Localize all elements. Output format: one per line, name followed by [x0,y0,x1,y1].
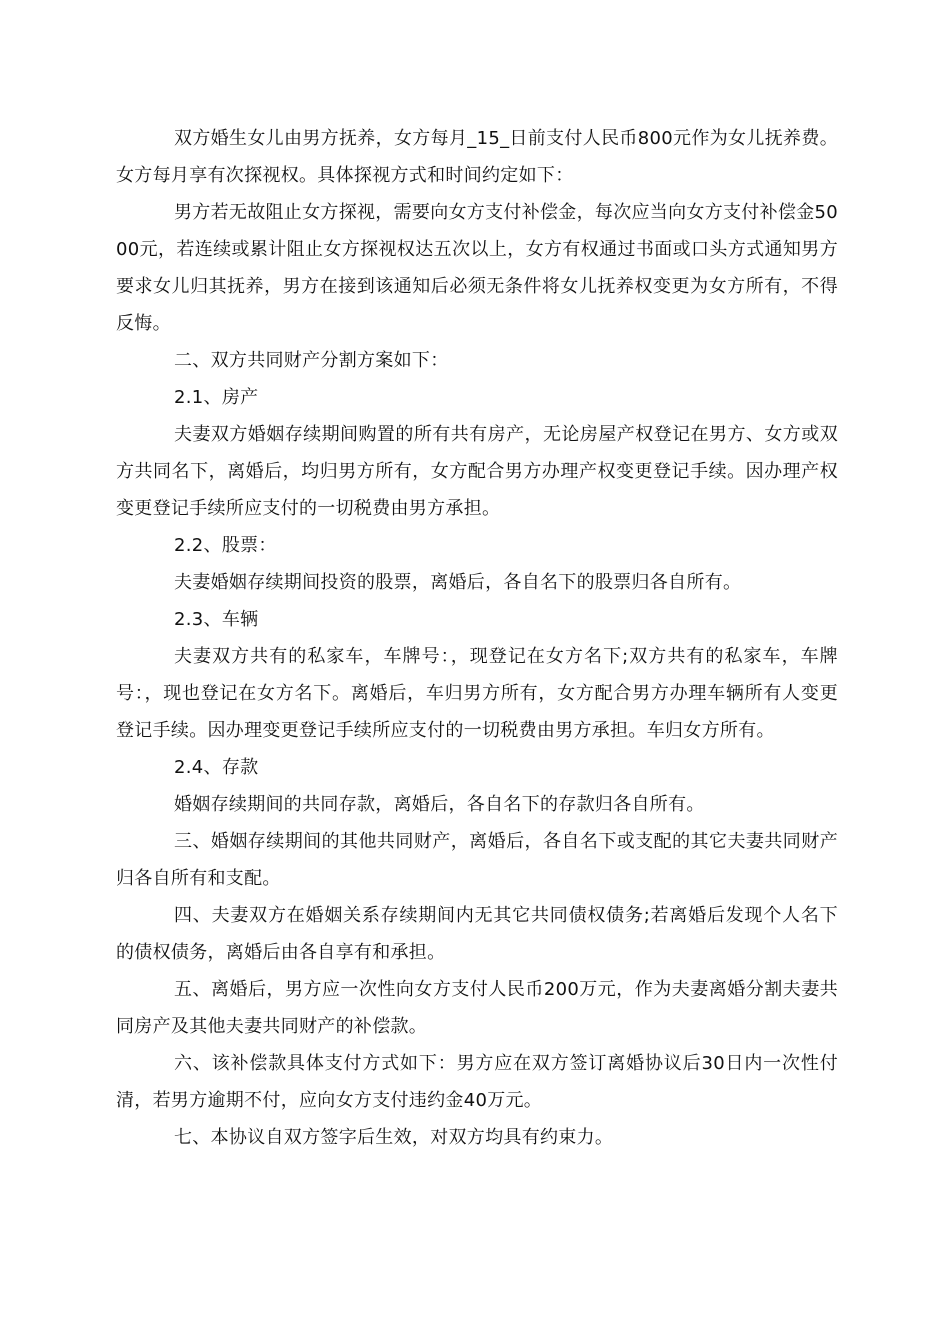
section-heading-property-division: 二、双方共同财产分割方案如下： [174,350,449,371]
section-debts: 四、夫妻双方在婚姻关系存续期间内无其它共同债权债务;若离婚后发现个人名下的债权债务，离婚后由各自享有和承担。 [116,905,838,963]
paragraph-real-estate: 夫妻双方婚姻存续期间购置的所有共有房产，无论房屋产权登记在男方、女方或双方共同名下，离婚后，均归男方所有，女方配合男方办理产权变更登记手续。因办理产权变更登记手续所应支付的一切税费由男方承担。 [116,424,838,519]
section-effectiveness: 七、本协议自双方签字后生效，对双方均具有约束力。 [174,1127,614,1148]
subheading-stocks: 2.2、股票： [174,535,277,556]
subheading-vehicles: 2.3、车辆 [174,609,259,630]
paragraph-visitation-compensation: 男方若无故阻止女方探视，需要向女方支付补偿金，每次应当向女方支付补偿金5000元，若连续或累计阻止女方探视权达五次以上，女方有权通过书面或口头方式通知男方要求女儿归其抚养，男方在接到该通知后必须无条件将女儿抚养权变更为女方所有，不得反悔。 [116,202,839,334]
paragraph-vehicles: 夫妻双方共有的私家车，车牌号：，现登记在女方名下;双方共有的私家车，车牌号：，现也登记在女方名下。离婚后，车归男方所有，女方配合男方办理车辆所有人变更登记手续。因办理变更登记手续所应支付的一切税费由男方承担。车归女方所有。 [116,646,838,741]
paragraph-stocks: 夫妻婚姻存续期间投资的股票，离婚后，各自名下的股票归各自所有。 [174,572,742,593]
paragraph-deposits: 婚姻存续期间的共同存款，离婚后，各自名下的存款归各自所有。 [174,794,705,815]
section-other-property: 三、婚姻存续期间的其他共同财产，离婚后，各自名下或支配的其它夫妻共同财产归各自所有和支配。 [116,831,838,889]
section-compensation: 五、离婚后，男方应一次性向女方支付人民币200万元，作为夫妻离婚分割夫妻共同房产及其他夫妻共同财产的补偿款。 [116,979,838,1037]
subheading-real-estate: 2.1、房产 [174,387,259,408]
section-payment-method: 六、该补偿款具体支付方式如下：男方应在双方签订离婚协议后30日内一次性付清，若男方逾期不付，应向女方支付违约金40万元。 [116,1053,838,1111]
subheading-deposits: 2.4、存款 [174,757,259,778]
document-body [116,120,838,1156]
paragraph-child-support: 双方婚生女儿由男方抚养，女方每月_15_日前支付人民币800元作为女儿抚养费。女方每月享有次探视权。具体探视方式和时间约定如下： [116,128,838,186]
